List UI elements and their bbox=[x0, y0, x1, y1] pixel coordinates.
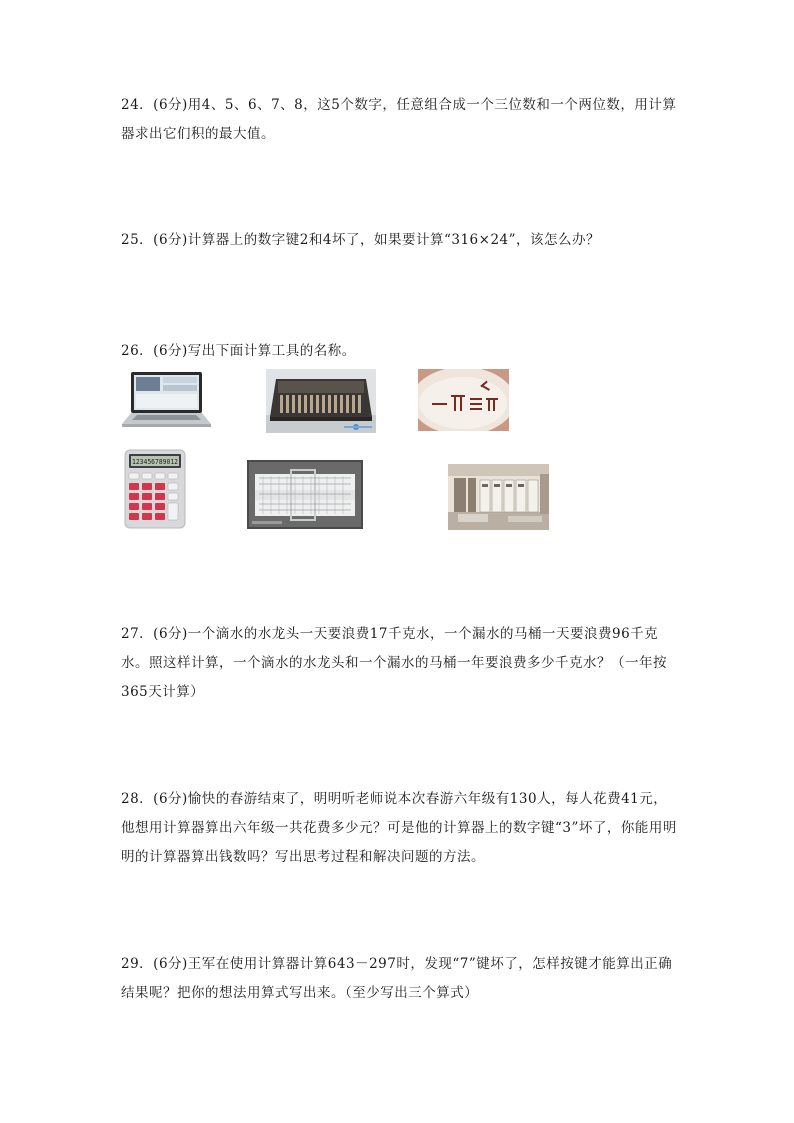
question-29: 29．(6分)王军在使用计算器计算643－297时，发现“7”键坏了，怎样按键才能算出正确结果呢？把你的想法用算式写出来。（至少写出三个算式） bbox=[121, 956, 673, 1001]
question-27: 27．(6分)一个滴水的水龙头一天要浪费17千克水，一个漏水的马桶一天要浪费96千克水。照这样计算，一个滴水的水龙头和一个漏水的马桶一年要浪费多少千克水？（一年按365天计算） bbox=[121, 626, 667, 700]
question-25: 25．(6分)计算器上的数字键2和4坏了，如果要计算“316×24”，该怎么办？ bbox=[121, 232, 601, 248]
laptop-image bbox=[121, 369, 212, 429]
slide-rule-image bbox=[247, 460, 363, 529]
calculator-display-text: 123456789012 bbox=[132, 458, 178, 466]
question-28: 28．(6分)愉快的春游结束了，明明听老师说本次春游六年级有130人，每人花费41元，他想用计算器算出六年级一共花费多少元？可是他的计算器上的数字键“3”坏了，你能用明明的计算器算出钱数吗？写出思考过程和解决问题的方法。 bbox=[121, 791, 677, 865]
counting-rods-image bbox=[418, 369, 509, 431]
mechanical-calculator-image bbox=[266, 369, 376, 433]
question-24: 24．(6分)用4、5、6、7、8，这5个数字，任意组合成一个三位数和一个两位数，用计算器求出它们积的最大值。 bbox=[121, 97, 677, 142]
question-26: 26．(6分)写出下面计算工具的名称。 bbox=[121, 343, 356, 359]
computer-room-image bbox=[448, 464, 549, 530]
electronic-calculator-image bbox=[123, 449, 187, 529]
